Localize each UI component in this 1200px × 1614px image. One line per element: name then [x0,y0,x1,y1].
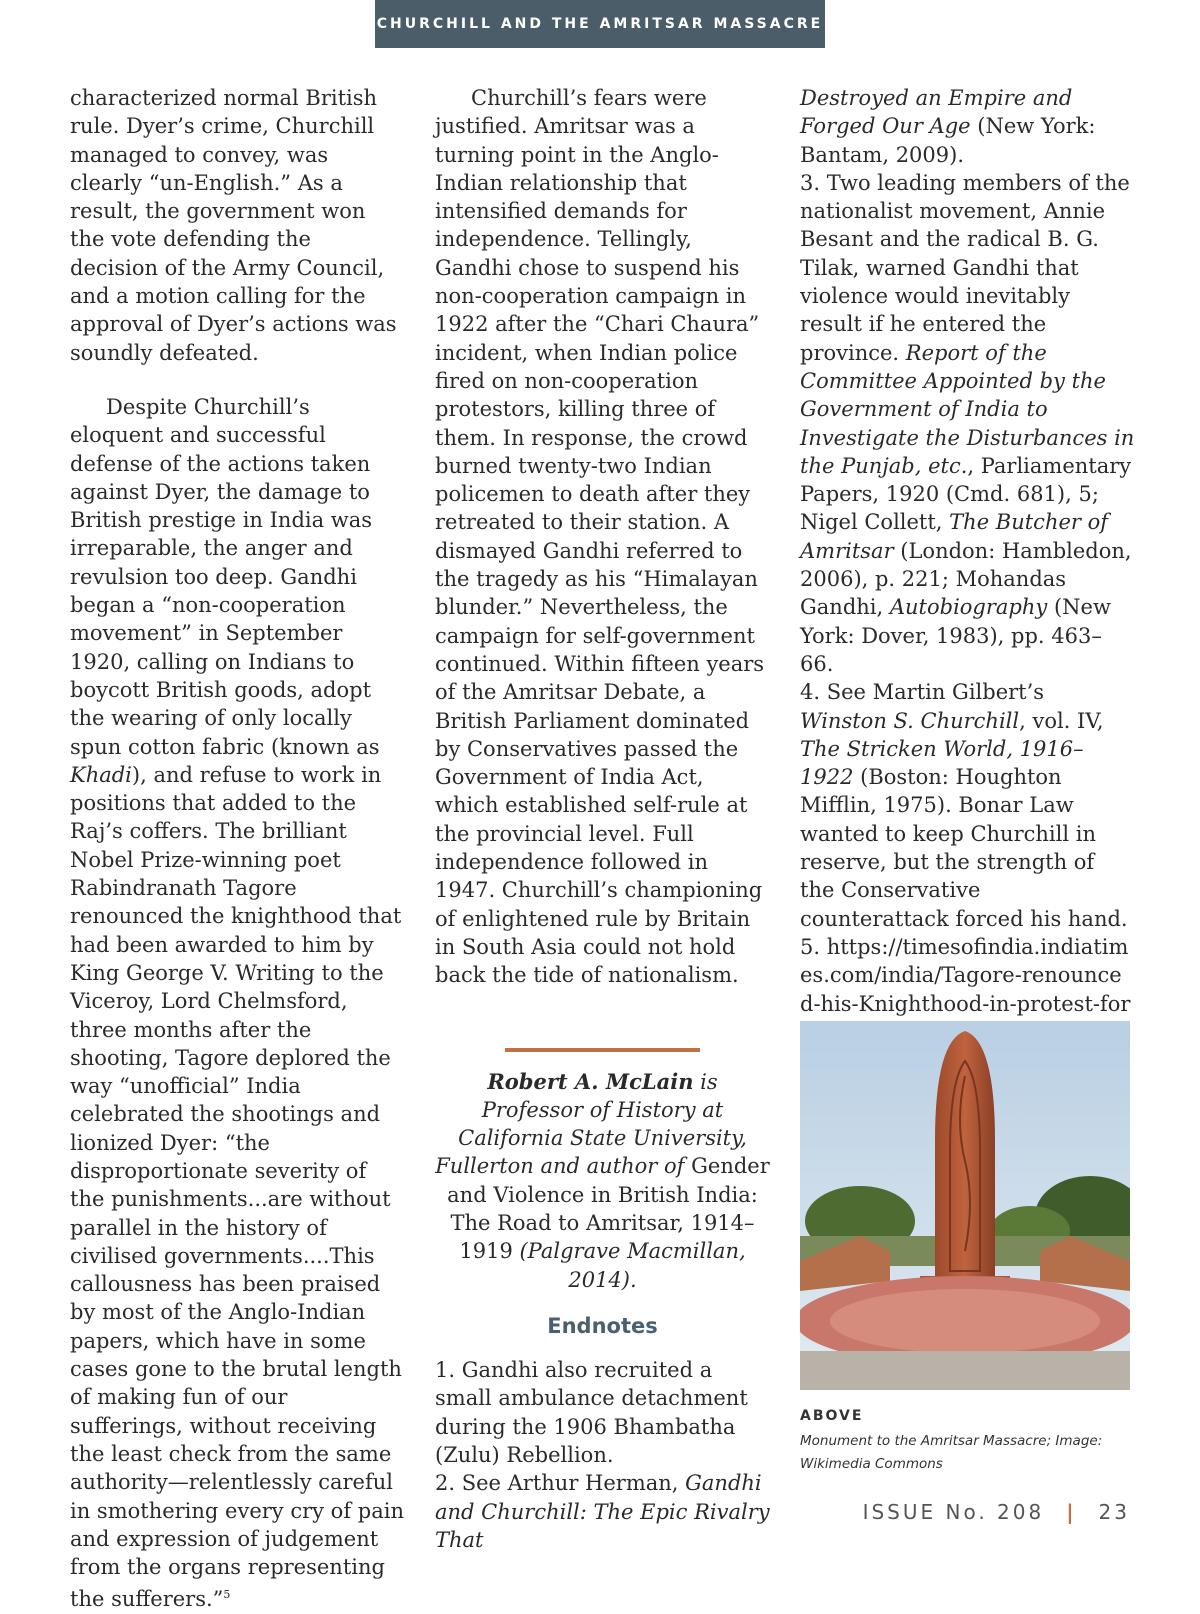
text-run: is Professor of History at California State University, Fullerton and author of [435,1069,747,1179]
text-run: 2. See Arthur Herman, [435,1471,686,1496]
column-2 [435,84,770,1554]
endnote [435,1469,770,1554]
paragraph: characterized normal British rule. Dyer’s crime, Churchill managed to convey, was clearly “un-English.” As a result, the government won the vote defending the decision of the Army Council, and a motion calling for the approval of Dyer’s actions was soundly defeated. [70,86,397,365]
text-run-italic: Khadi [70,762,132,787]
column-3 [800,84,1135,1074]
paragraph: Churchill’s fears were justified. Amritsar was a turning point in the Anglo-Indian relationship that intensified demands for independence. Tellingly, Gandhi chose to suspend his non-cooperation campaign in 1922 after the “Chari Chaura” incident, when Indian police fired on non-cooperation protestors, killing three of them. In response, the crowd burned twenty-two Indian policemen to death after they retreated to their station. A dismayed Gandhi referred to the tragedy as his “Himalayan blunder.” Nevertheless, the campaign for self-government continued. Within fifteen years of the Amritsar Debate, a British Parliament dominated by Conservatives passed the Government of India Act, which established self-rule at the provincial level. Full independence followed in 1947. Churchill’s championing of enlightened rule by Britain in South Asia could not hold back the tide of nationalism. [435,86,765,988]
text-run: Despite Churchill’s eloquent and successful defense of the actions taken against Dyer, the damage to British prestige in India was irreparable, the anger and revulsion too deep. Gandhi began a “non-cooperation movement” in September 1920, calling on Indians to boycott British goods, adopt the wearing of only locally spun cotton fabric (known as [70,394,380,759]
section-header [375,0,825,48]
book-title: Gender and Violence in British India: The Road to Amritsar, 1914–1919 [447,1154,770,1264]
endnote: 1. Gandhi also recruited a small ambulance detachment during the 1906 Bhambatha (Zulu) Rebellion. [435,1358,748,1468]
text-run-italic: Report of the Committee Appointed by the Government of India to Investigate the Disturbances in the Punjab, etc. [800,340,1135,478]
page-footer [863,1500,1130,1524]
column-1 [70,84,405,1614]
text-run: , Parliamentary Papers, 1920 (Cmd. 681), 5; Nigel Collett, [800,453,1132,535]
text-run-italic: Gandhi and Churchill: The Epic Rivalry That [435,1471,770,1552]
divider [505,1048,700,1052]
issue-number: ISSUE No. 208 [862,1500,1045,1524]
endnote [800,169,1135,678]
page-number: 23 [1098,1500,1130,1524]
text-run: (New York: Dover, 1983), pp. 463–66. [800,595,1111,676]
text-run-italic: Winston S. Churchill [800,708,1020,733]
text-run: 4. See Martin Gilbert’s [800,680,1045,705]
paragraph [70,393,405,1614]
caption-text: Monument to the Amritsar Massacre; Image: Wikimedia Commons [800,1433,1103,1472]
footnote-ref: 5 [223,1588,231,1602]
text-run: (London: Hambledon, 2006), p. 221; Mohandas Gandhi, [800,538,1132,620]
footer-separator: | [1066,1500,1077,1524]
caption-label: ABOVE [800,1408,864,1424]
author-name: Robert A. McLain [487,1068,694,1094]
monument-photo [800,1021,1130,1390]
text-run-italic: Autobiography [889,595,1048,620]
text-run: (Boston: Houghton Mifflin, 1975). Bonar Law wanted to keep Churchill in reserve, but the strength of the Conservative counterattack forced his hand. [800,765,1128,931]
text-run: 3. Two leading members of the nationalist movement, Annie Besant and the radical B. G. Tilak, warned Gandhi that violence would inevitably result if he entered the province. [800,170,1130,365]
text-run-italic: The Butcher of Amritsar [800,510,1109,563]
text-run: ), and refuse to work in positions that added to the Raj’s coffers. The brilliant Nobel Prize-winning poet Rabindranath Tagore renounced the knighthood that had been awarded to him by King George V. Writing to the Viceroy, Lord Chelmsford, three months after the shooting, Tagore deplored the way “unofficial” India celebrated the shootings and lionized Dyer: “the disproportionate severity of the punishments...are without parallel in the history of civilised governments....This callousness has been praised by most of the Anglo-Indian papers, which have in some cases gone to the brutal length of making fun of our sufferings, without receiving the least check from the same authority—relentlessly careful in smothering every cry of pain and expression of judgement from the organs representing the sufferers.” [70,762,404,1612]
text-run-italic: The Stricken World, 1916–1922 [800,736,1084,790]
text-run: , vol. IV, [1019,708,1104,733]
text-run-italic: (Palgrave Macmillan, 2014). [512,1239,746,1292]
endnotes-heading: Endnotes [547,1313,658,1338]
section-title: CHURCHILL AND THE AMRITSAR MASSACRE [376,16,824,32]
text-run-italic: Destroyed an Empire and Forged Our Age [800,86,1073,139]
monument-image [800,1021,1130,1390]
endnote: 5. https://timesofindia.indiatimes.com/india/Tagore-renounced-his-Knighthood-in-protest-for [800,934,1131,1016]
text-run: (New York: Bantam, 2009). [800,114,1096,167]
endnote [800,84,1135,169]
endnote [800,678,1135,933]
author-bio [435,1068,770,1294]
